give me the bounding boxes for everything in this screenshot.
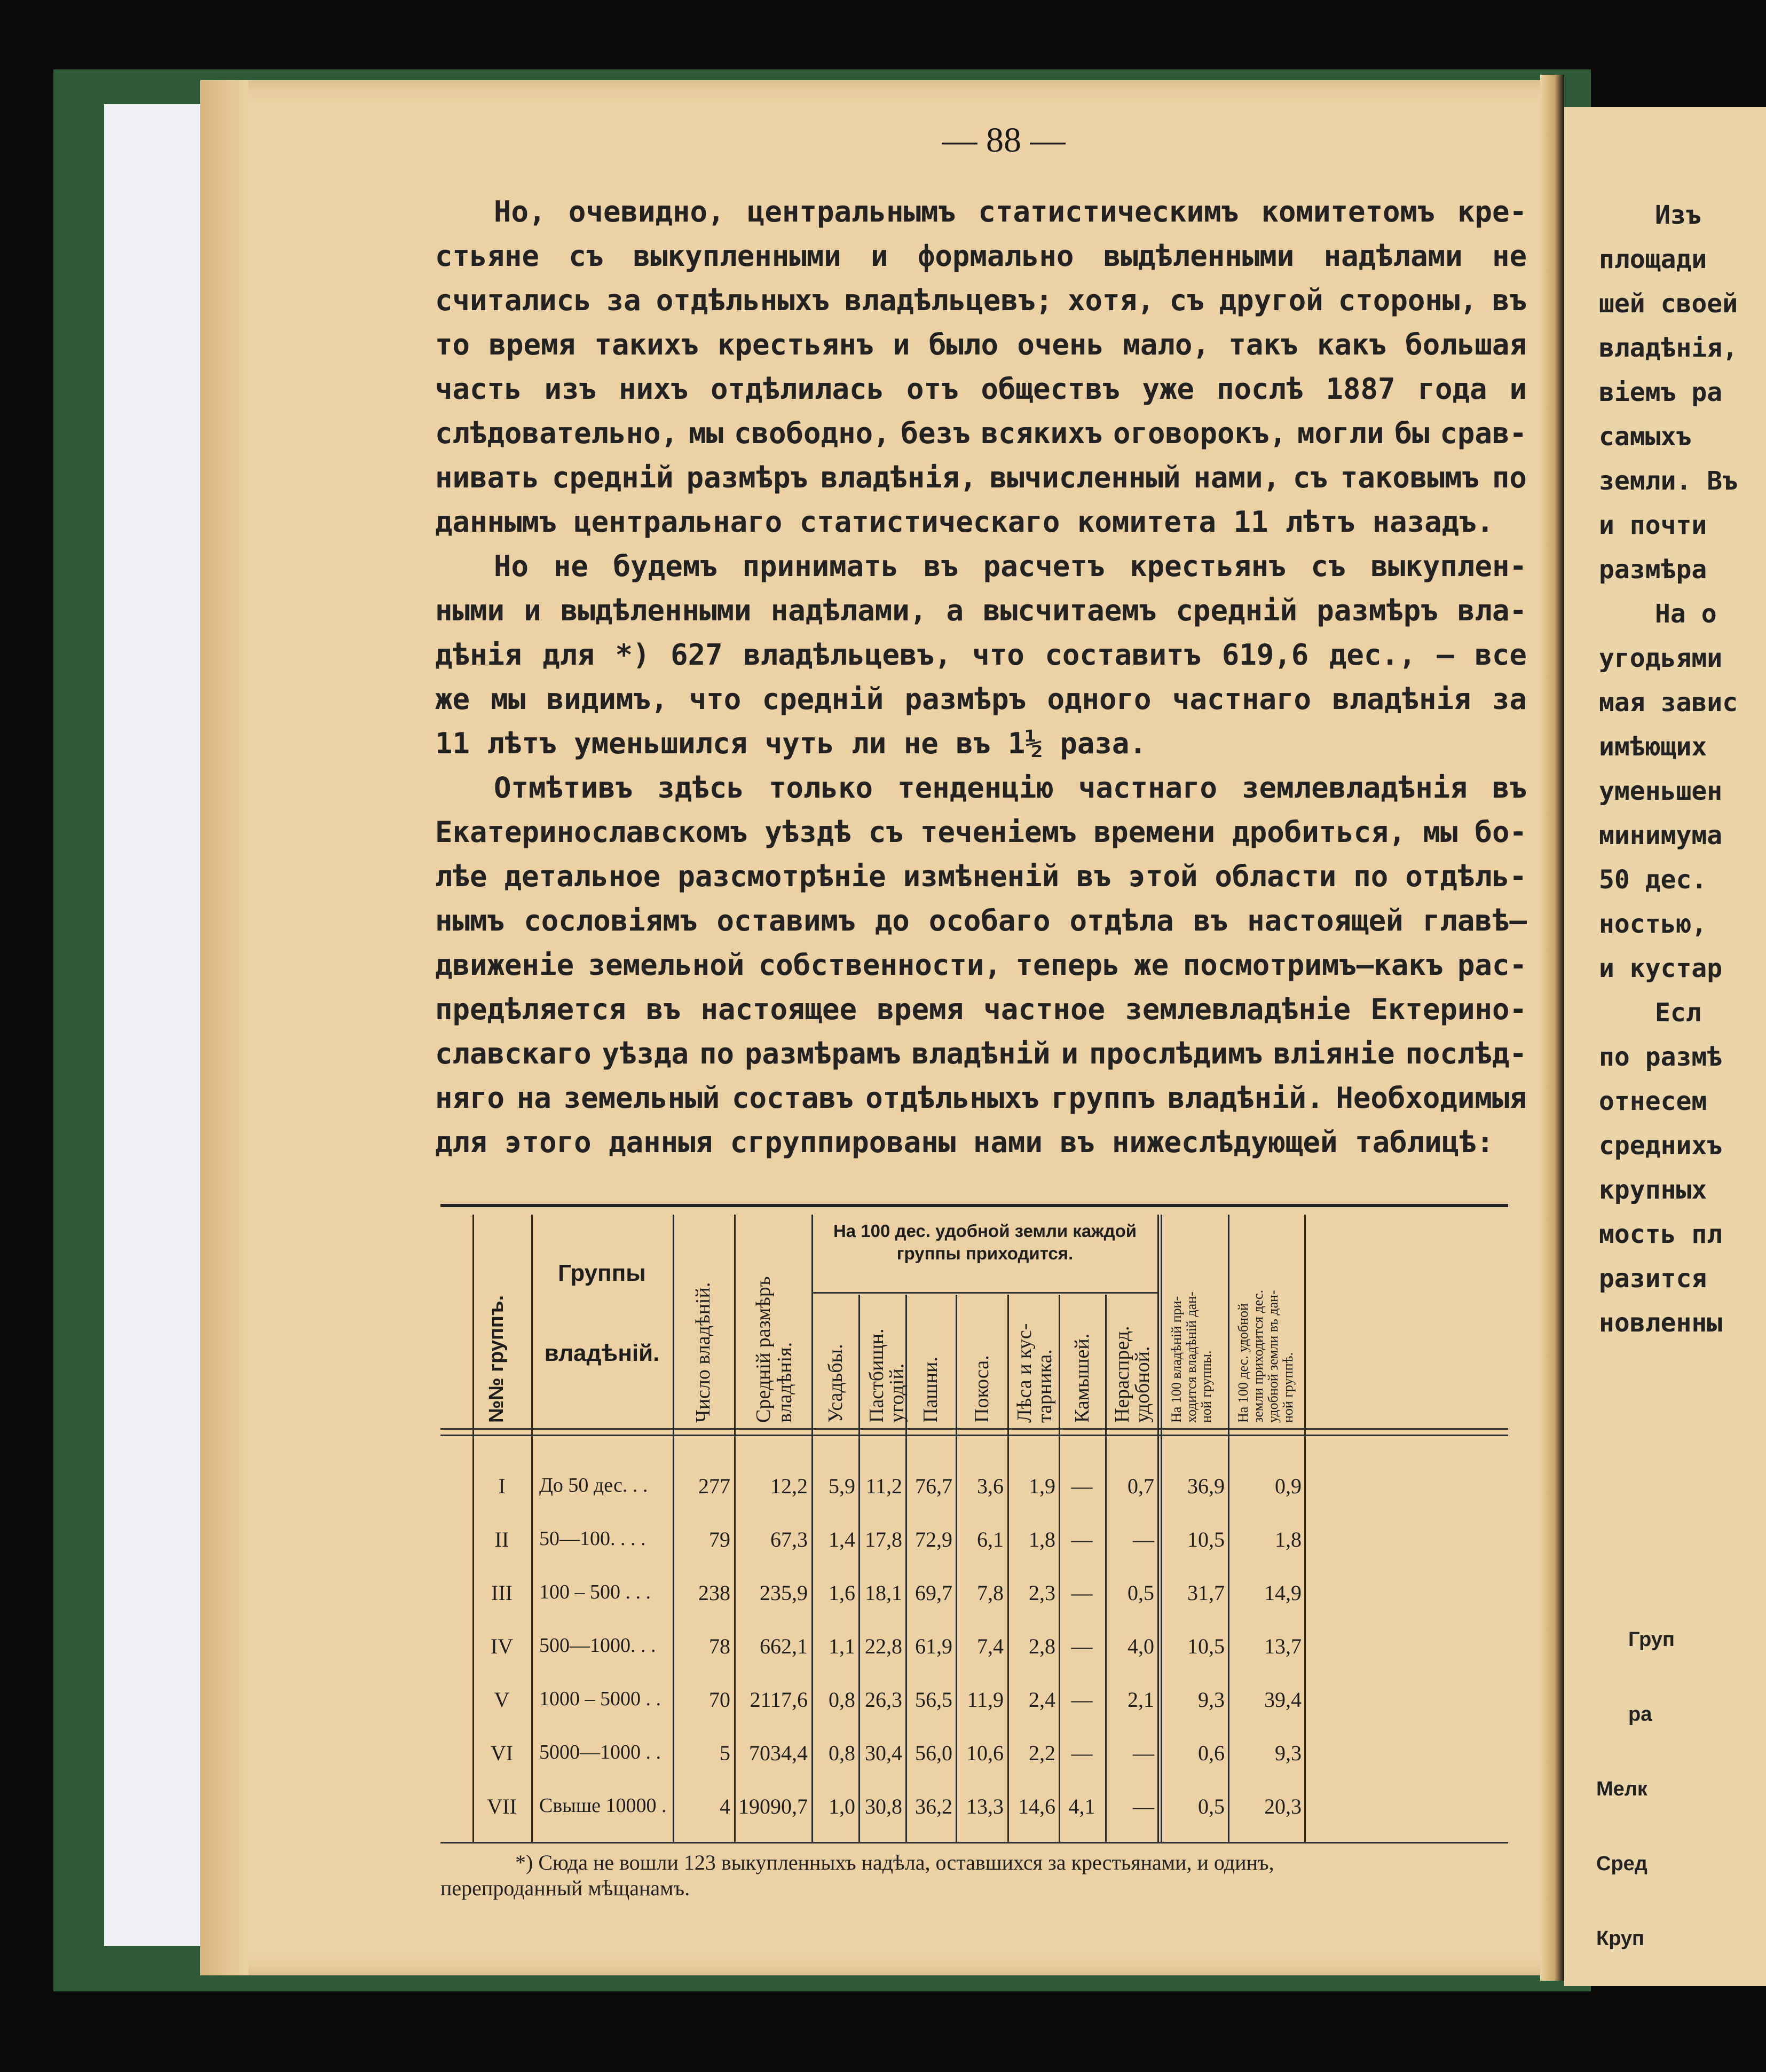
header-per100land-4: ной группѣ. (1280, 1352, 1296, 1423)
cell-pokos: 11,9 (967, 1688, 1004, 1712)
right-page-line: и почти (1599, 510, 1707, 540)
cell-own: 9,3 (1198, 1688, 1225, 1712)
cell-nerasp: — (1133, 1527, 1154, 1551)
cell-num: II (494, 1527, 509, 1551)
right-page-line: Сред (1596, 1853, 1647, 1875)
header-groups-1: Группы (558, 1260, 646, 1286)
cell-pashni: 72,9 (915, 1527, 952, 1551)
cell-pashni: 76,7 (915, 1474, 952, 1498)
cell-usad: 1,1 (829, 1634, 855, 1658)
cell-group: 500—1000. . . (539, 1634, 656, 1657)
cell-avg: 19090,7 (738, 1794, 808, 1818)
cell-usad: 1,0 (829, 1794, 855, 1818)
cell-group: 1000 – 5000 . . (539, 1688, 661, 1710)
right-page-line: минимума (1599, 821, 1723, 850)
right-page-line: Изъ (1655, 200, 1701, 230)
right-page-line: земли. Въ (1599, 466, 1738, 496)
right-page-line: віемъ ра (1599, 377, 1723, 407)
header-per100own-2: ходится владѣній дан- (1184, 1291, 1199, 1423)
header-per100land-3: удобной земли въ дан- (1265, 1290, 1281, 1423)
cell-nerasp: 0,5 (1128, 1581, 1154, 1605)
page-edge (200, 80, 248, 1975)
cell-count: 238 (698, 1581, 730, 1605)
text-line: Отмѣтивъ здѣсь только тенденцію частнаго землевладѣнія въ (494, 771, 1527, 805)
cell-pokos: 7,4 (977, 1634, 1004, 1658)
cell-nerasp: 0,7 (1128, 1474, 1154, 1498)
header-groups-2: владѣній. (544, 1340, 660, 1366)
data-table (440, 1204, 1508, 1845)
text-line: то время такихъ крестьянъ и было очень мало, такъ какъ большая (435, 328, 1527, 361)
cell-usad: 0,8 (829, 1741, 855, 1765)
cell-nerasp: 4,0 (1128, 1634, 1154, 1658)
cell-pastb: 22,8 (865, 1634, 902, 1658)
header-avg: Средній размѣръ владѣнія. (752, 1276, 796, 1423)
right-page-line: по размѣ (1599, 1042, 1723, 1072)
text-line: же мы видимъ, что средній размѣръ одного частнаго владѣнія за (435, 682, 1527, 716)
right-page-line: Круп (1596, 1927, 1644, 1950)
col-rule (1157, 1215, 1159, 1842)
header-kamysh: Камышей. (1071, 1333, 1093, 1423)
text-line: предѣляется въ настоящее время частное землевладѣніе Ектерино- (435, 992, 1527, 1026)
cell-count: 4 (720, 1794, 730, 1818)
page-number: — 88 — (942, 121, 1066, 160)
footnote (440, 1850, 1546, 1901)
cell-count: 79 (709, 1527, 730, 1551)
cell-avg: 662,1 (760, 1634, 808, 1658)
right-page-line: ра (1628, 1703, 1652, 1726)
cell-count: 5 (720, 1741, 730, 1765)
right-page-line: имѣющих (1599, 732, 1707, 762)
cell-kam: — (1071, 1634, 1093, 1658)
cell-pashni: 69,7 (915, 1581, 952, 1605)
text-line: движеніе земельной собственности, теперь же посмотримъ—какъ рас- (435, 948, 1527, 982)
text-line: 11 лѣтъ уменьшился чуть ли не въ 1½ раза. (435, 727, 1147, 760)
header-num: №№ группъ. (485, 1295, 508, 1423)
cell-usad: 1,4 (829, 1527, 855, 1551)
table-top-rule (440, 1204, 1508, 1207)
cell-nerasp: — (1133, 1741, 1154, 1765)
right-page-line: На о (1655, 599, 1717, 629)
cell-pokos: 3,6 (977, 1474, 1004, 1498)
cell-les: 1,9 (1029, 1474, 1055, 1498)
cell-land: 14,9 (1264, 1581, 1302, 1605)
cell-les: 2,2 (1029, 1741, 1055, 1765)
text-line: славскаго уѣзда по размѣрамъ владѣній и прослѣдимъ вліяніе послѣд- (435, 1037, 1527, 1070)
right-page-line: 50 дес. (1599, 865, 1707, 895)
text-line: дѣнія для *) 627 владѣльцевъ, что составитъ 619,6 дес., — все (435, 638, 1527, 672)
right-page-line: Есл (1655, 998, 1701, 1028)
cell-les: 1,8 (1029, 1527, 1055, 1551)
cell-pastb: 17,8 (865, 1527, 902, 1551)
right-page-line: площади (1599, 245, 1707, 274)
footnote-line-1: *) Сюда не вошли 123 выкупленныхъ надѣла, оставшихся за крестьянами, и одинъ, (515, 1850, 1274, 1874)
right-page-line: новленны (1599, 1308, 1723, 1338)
text-line: няго на земельный составъ отдѣльныхъ группъ владѣній. Необходимыя (435, 1081, 1527, 1115)
cell-num: VII (487, 1794, 517, 1818)
header-pokosa: Покоса. (971, 1355, 993, 1423)
cell-pokos: 10,6 (966, 1741, 1004, 1765)
cell-pastb: 11,2 (865, 1474, 902, 1498)
cell-land: 1,8 (1275, 1527, 1302, 1551)
header-pashni: Пашни. (919, 1357, 942, 1423)
body-text (435, 190, 1527, 1164)
cell-num: VI (490, 1741, 514, 1765)
cell-avg: 2117,6 (750, 1688, 808, 1712)
cell-pastb: 30,4 (865, 1741, 902, 1765)
cell-own: 10,5 (1187, 1634, 1225, 1658)
cell-land: 13,7 (1264, 1634, 1302, 1658)
cell-kam: 4,1 (1068, 1794, 1095, 1818)
cell-les: 14,6 (1018, 1794, 1055, 1818)
cell-kam: — (1071, 1581, 1093, 1605)
right-page-line: мость пл (1599, 1219, 1723, 1249)
header-usadby: Усадьбы. (824, 1344, 847, 1423)
cell-pastb: 30,8 (865, 1794, 902, 1818)
right-page-line: Груп (1628, 1628, 1675, 1651)
cell-les: 2,8 (1029, 1634, 1055, 1658)
footnote-line-2: перепроданный мѣщанамъ. (440, 1876, 690, 1900)
cell-own: 0,5 (1198, 1794, 1225, 1818)
cell-kam: — (1071, 1688, 1093, 1712)
text-line: даннымъ центральнаго статистическаго комитета 11 лѣтъ назадъ. (435, 505, 1494, 539)
header-lesa-1: Лѣса и кус- (1013, 1323, 1036, 1423)
right-page-line: самыхъ (1599, 422, 1692, 452)
cell-pastb: 18,1 (865, 1581, 902, 1605)
right-page-line: уменьшен (1599, 776, 1723, 806)
header-lesa-2: тарника. (1034, 1349, 1056, 1423)
cell-pashni: 56,5 (915, 1688, 952, 1712)
cell-num: III (491, 1581, 513, 1605)
table-bottom-rule (440, 1842, 1508, 1843)
cell-group: 50—100. . . . (539, 1527, 646, 1550)
right-page-line: ностью, (1599, 909, 1707, 939)
header-per100land-1: На 100 дес. удобной (1235, 1303, 1251, 1423)
text-line: нымъ сословіямъ оставимъ до особаго отдѣла въ настоящей главѣ— (435, 904, 1527, 937)
right-page-line: мая завис (1599, 688, 1738, 718)
header-pastb-2: угодій. (886, 1363, 908, 1423)
cell-land: 20,3 (1264, 1794, 1302, 1818)
cell-nerasp: 2,1 (1128, 1688, 1154, 1712)
text-line: слѣдовательно, мы свободно, безъ всякихъ оговорокъ, могли бы срав- (435, 416, 1527, 450)
cell-count: 78 (709, 1634, 730, 1658)
header-per100land-2: земли приходится дес. (1250, 1289, 1266, 1423)
text-line: считались за отдѣльныхъ владѣльцевъ; хотя, съ другой стороны, въ (435, 283, 1527, 317)
cell-land: 39,4 (1264, 1688, 1302, 1712)
text-line: Но не будемъ принимать въ расчетъ крестьянъ съ выкуплен- (494, 549, 1527, 583)
text-line: ными и выдѣленными надѣлами, а высчитаемъ средній размѣръ вла- (435, 594, 1527, 627)
cell-own: 36,9 (1187, 1474, 1225, 1498)
cell-count: 70 (709, 1688, 730, 1712)
subheader-rule (811, 1292, 1157, 1294)
cell-usad: 1,6 (829, 1581, 855, 1605)
col-rule (1304, 1215, 1306, 1842)
cell-land: 9,3 (1275, 1741, 1302, 1765)
cell-avg: 7034,4 (749, 1741, 808, 1765)
text-line: часть изъ нихъ отдѣлилась отъ обществъ уже послѣ 1887 года и (435, 372, 1527, 406)
right-page-line: разится (1599, 1264, 1707, 1294)
book-spine (1540, 75, 1564, 1981)
cell-pokos: 13,3 (966, 1794, 1004, 1818)
cell-pokos: 7,8 (977, 1581, 1004, 1605)
header-per100own-1: На 100 владѣній при- (1169, 1296, 1184, 1423)
text-line: стьяне съ выкупленными и формально выдѣленными надѣлами не (435, 239, 1527, 273)
cell-nerasp: — (1133, 1794, 1154, 1818)
cell-usad: 5,9 (829, 1474, 855, 1498)
cell-num: IV (490, 1634, 514, 1658)
header-neraspr-1: Нераспред. (1111, 1326, 1133, 1423)
header-per100: На 100 дес. удобной земли каждой группы приходится. (833, 1221, 1137, 1263)
cell-own: 31,7 (1187, 1581, 1225, 1605)
cell-pashni: 56,0 (915, 1741, 952, 1765)
text-line: лѣе детальное разсмотрѣніе измѣненій въ этой области по отдѣль- (435, 860, 1527, 893)
right-page-line: угодьями (1599, 643, 1723, 673)
cell-avg: 67,3 (770, 1527, 808, 1551)
right-page-line: отнесем (1599, 1086, 1707, 1116)
header-pastb-1: Пастбищн. (865, 1328, 888, 1423)
right-page-line: владѣнія, (1599, 333, 1738, 363)
cell-own: 0,6 (1198, 1741, 1225, 1765)
header-count: Число владѣній. (692, 1282, 714, 1423)
cell-kam: — (1071, 1527, 1093, 1551)
cell-group: Свыше 10000 . (539, 1794, 667, 1817)
cell-les: 2,3 (1029, 1581, 1055, 1605)
cell-avg: 12,2 (770, 1474, 808, 1498)
cell-les: 2,4 (1029, 1688, 1055, 1712)
cell-kam: — (1071, 1741, 1093, 1765)
cell-count: 277 (698, 1474, 730, 1498)
cell-group: 5000—1000 . . (539, 1741, 661, 1763)
right-page-line: крупных (1599, 1175, 1707, 1205)
text-line: Екатеринославскомъ уѣздѣ съ теченіемъ времени дробиться, мы бо- (435, 815, 1527, 849)
right-page-line: размѣра (1599, 555, 1707, 585)
cell-kam: — (1071, 1474, 1093, 1498)
cell-num: V (494, 1688, 510, 1712)
table-header-rule-2 (440, 1435, 1508, 1436)
cell-pokos: 6,1 (977, 1527, 1004, 1551)
cell-pashni: 36,2 (915, 1794, 952, 1818)
right-page-line: Мелк (1596, 1778, 1647, 1800)
table-header-rule (440, 1428, 1508, 1430)
header-per100own-3: ной группы. (1199, 1350, 1214, 1423)
cell-land: 0,9 (1275, 1474, 1302, 1498)
right-page-line: и кустар (1599, 954, 1723, 983)
cell-pashni: 61,9 (915, 1634, 952, 1658)
right-page-line: среднихъ (1599, 1131, 1723, 1161)
cell-usad: 0,8 (829, 1688, 855, 1712)
cell-avg: 235,9 (760, 1581, 808, 1605)
header-neraspr-2: удобной. (1131, 1346, 1154, 1423)
col-rule (531, 1215, 533, 1842)
cell-group: 100 – 500 . . . (539, 1581, 651, 1603)
text-line: нивать средній размѣръ владѣнія, вычисленный нами, съ таковымъ по (435, 461, 1527, 494)
text-line: для этого данныя сгруппированы нами въ нижеслѣдующей таблицѣ: (435, 1125, 1494, 1159)
cell-pastb: 26,3 (865, 1688, 902, 1712)
text-line: Но, очевидно, центральнымъ статистическимъ комитетомъ кре- (494, 195, 1527, 229)
cell-num: I (498, 1474, 506, 1498)
cell-own: 10,5 (1187, 1527, 1225, 1551)
right-page-line: шей своей (1599, 289, 1738, 319)
cell-group: До 50 дес. . . (539, 1474, 648, 1496)
